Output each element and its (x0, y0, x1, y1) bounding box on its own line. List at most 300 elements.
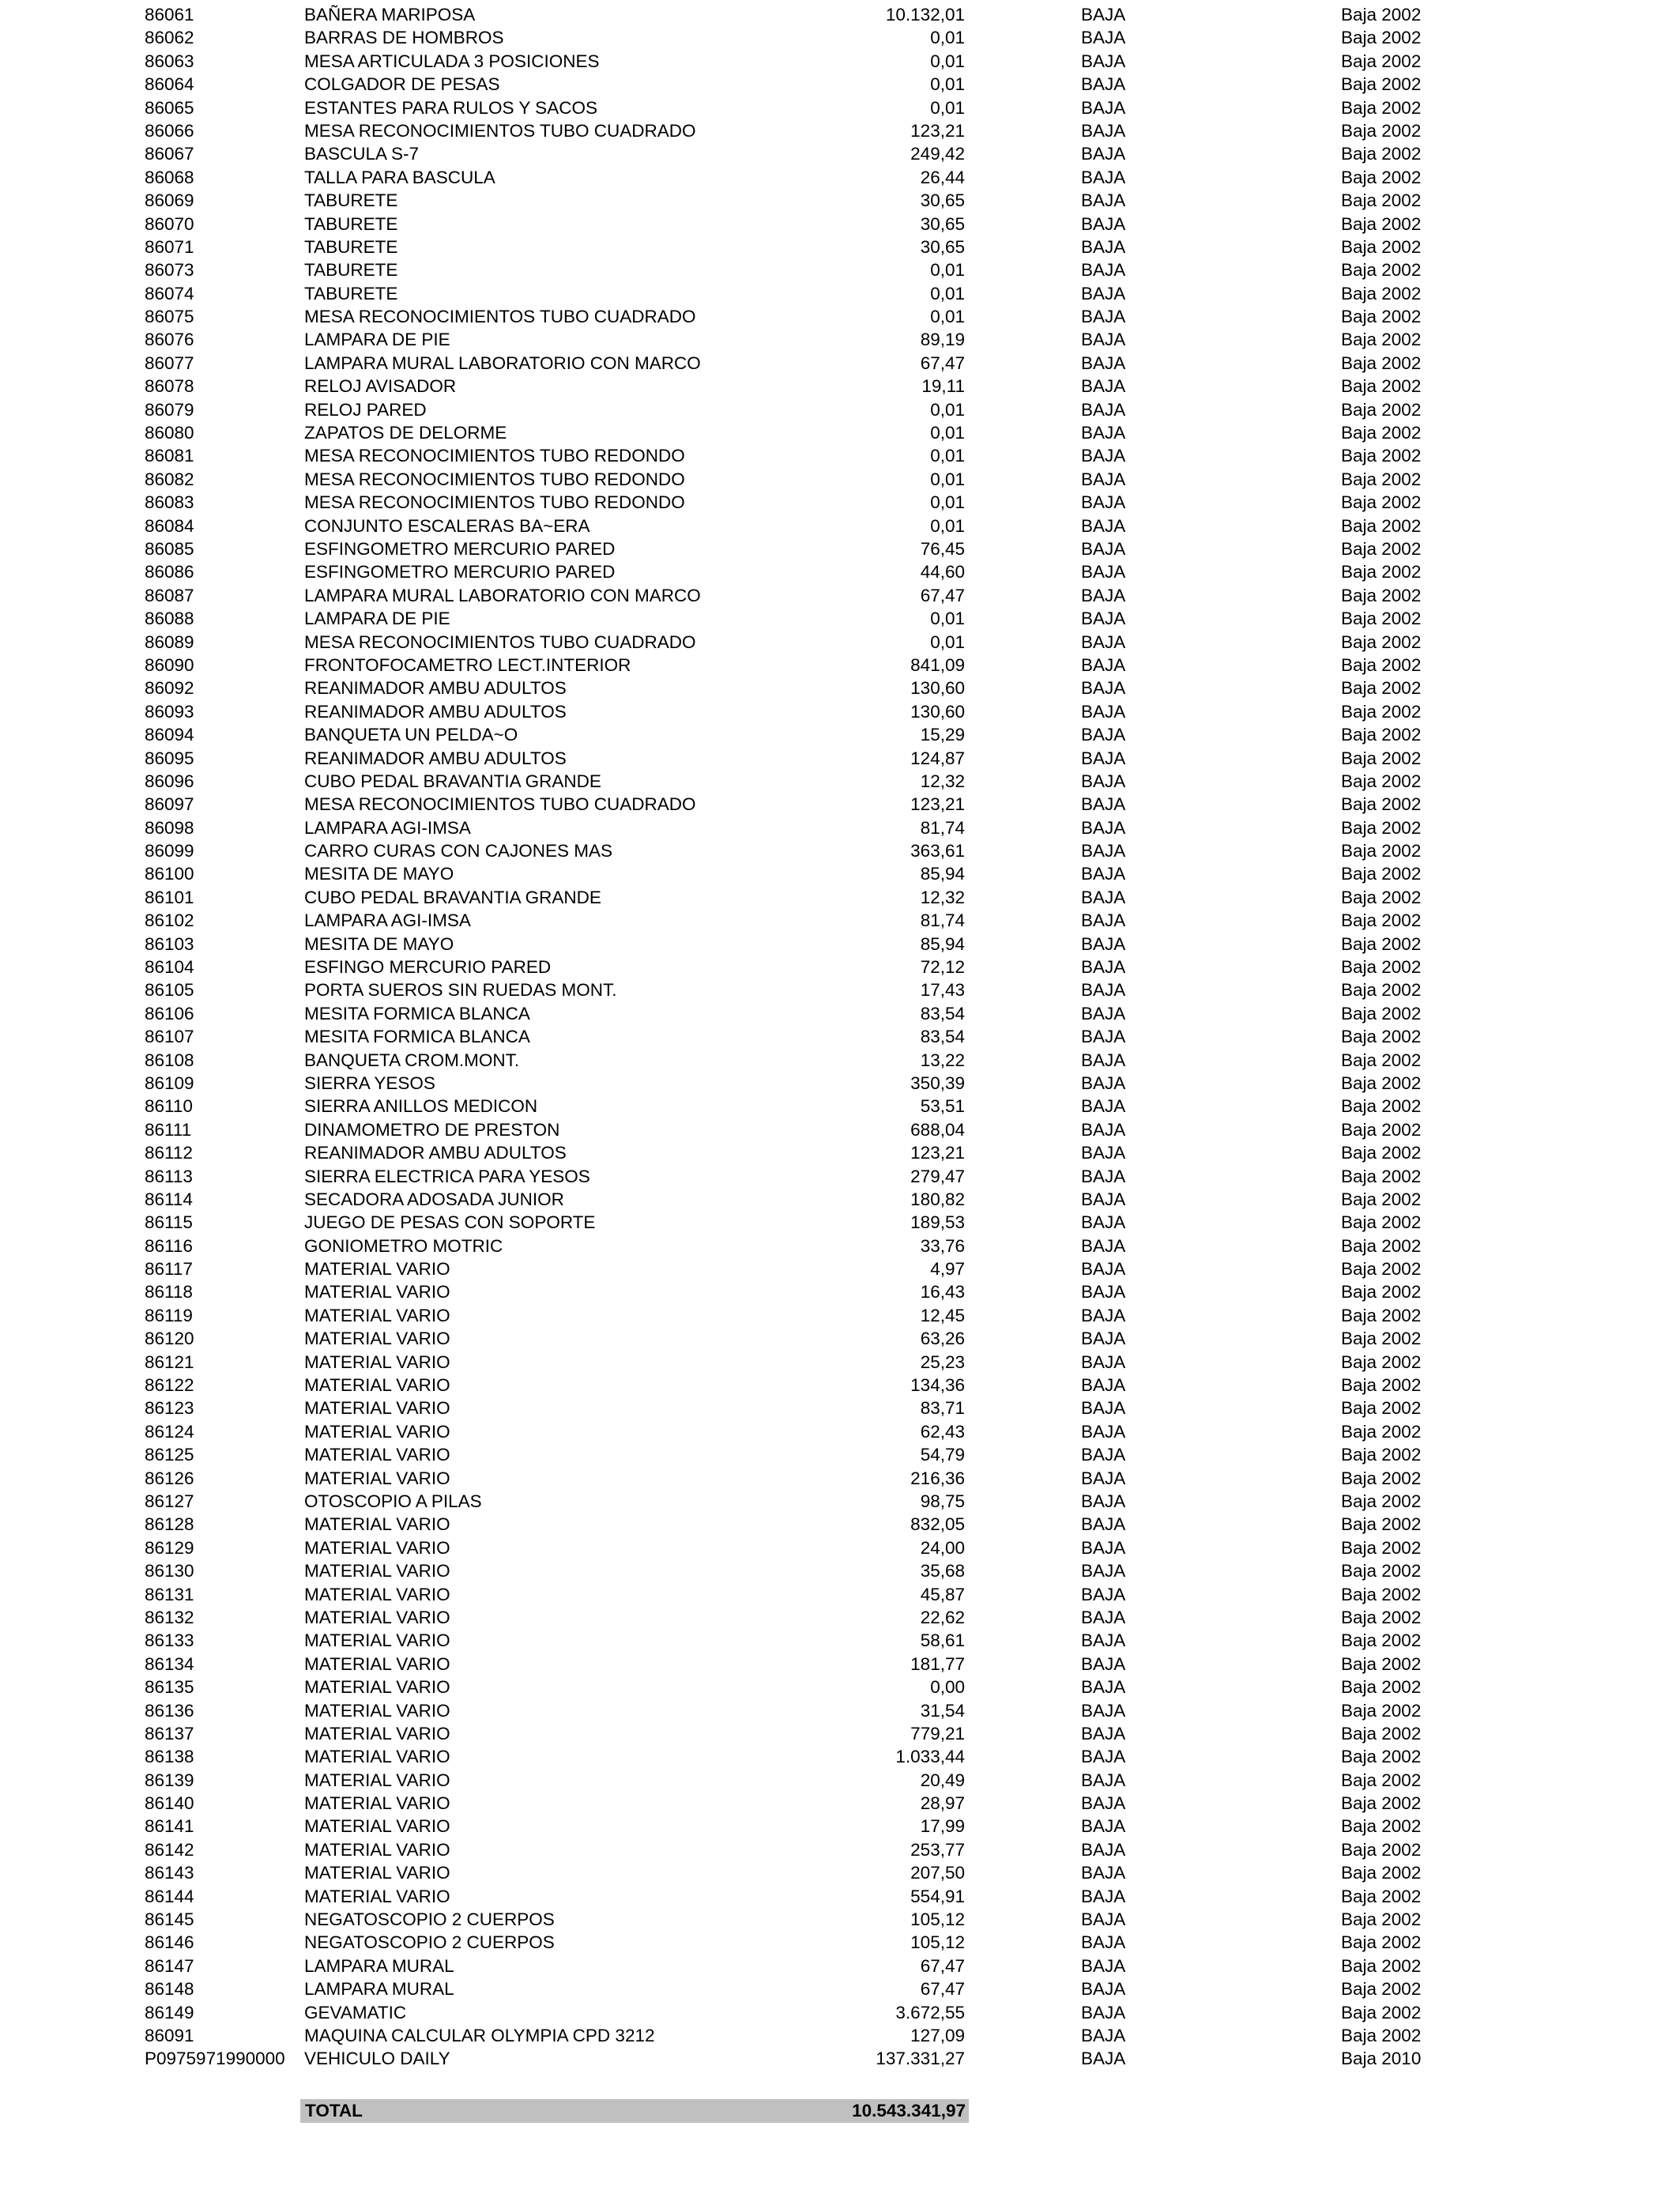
asset-code: P0975971990000 (145, 2049, 285, 2069)
asset-disposal-year: Baja 2002 (1341, 1027, 1422, 1047)
asset-code: 86131 (145, 1584, 194, 1604)
table-row (0, 1095, 1680, 1118)
asset-code: 86118 (145, 1282, 193, 1302)
asset-code: 86075 (145, 307, 194, 327)
asset-amount: 0,01 (930, 492, 965, 513)
table-row (0, 305, 1680, 328)
asset-status: BAJA (1081, 933, 1126, 954)
asset-code: 86067 (145, 144, 194, 164)
asset-disposal-year: Baja 2002 (1341, 423, 1422, 443)
asset-code: 86120 (145, 1329, 194, 1349)
asset-code: 86134 (145, 1653, 194, 1674)
asset-status: BAJA (1081, 538, 1126, 559)
asset-disposal-year: Baja 2002 (1341, 817, 1422, 838)
asset-amount: 105,12 (910, 1932, 965, 1953)
asset-description: MATERIAL VARIO (304, 1514, 450, 1535)
table-row (0, 1351, 1680, 1374)
asset-amount: 13,22 (920, 1050, 965, 1070)
asset-code: 86077 (145, 352, 194, 373)
asset-status: BAJA (1081, 1677, 1126, 1698)
asset-disposal-year: Baja 2002 (1341, 1932, 1422, 1953)
asset-disposal-year: Baja 2002 (1341, 376, 1422, 397)
table-row (0, 491, 1680, 514)
asset-amount: 19,11 (921, 376, 965, 397)
asset-code: 86101 (145, 887, 194, 907)
asset-disposal-year: Baja 2002 (1341, 1630, 1422, 1651)
asset-status: BAJA (1081, 1119, 1126, 1140)
asset-amount: 0,01 (930, 631, 965, 652)
asset-description: MESA RECONOCIMIENTOS TUBO CUADRADO (304, 794, 696, 815)
asset-status: BAJA (1081, 1863, 1126, 1883)
table-row (0, 258, 1680, 281)
asset-status: BAJA (1081, 2049, 1126, 2069)
asset-code: 86123 (145, 1398, 194, 1419)
asset-status: BAJA (1081, 492, 1126, 513)
asset-description: ZAPATOS DE DELORME (304, 423, 507, 443)
asset-description: LAMPARA MURAL (304, 1955, 454, 1976)
asset-code: 86079 (145, 399, 194, 420)
table-row (0, 909, 1680, 932)
asset-status: BAJA (1081, 817, 1126, 838)
asset-amount: 16,43 (920, 1282, 965, 1302)
asset-amount: 130,60 (910, 701, 965, 722)
table-row (0, 1838, 1680, 1861)
asset-disposal-year: Baja 2002 (1341, 678, 1422, 699)
asset-disposal-year: Baja 2002 (1341, 1143, 1422, 1163)
asset-disposal-year: Baja 2002 (1341, 1189, 1422, 1209)
asset-status: BAJA (1081, 352, 1126, 373)
asset-description: MATERIAL VARIO (304, 1305, 450, 1325)
asset-description: MATERIAL VARIO (304, 1700, 450, 1721)
asset-description: REANIMADOR AMBU ADULTOS (304, 701, 567, 722)
asset-disposal-year: Baja 2002 (1341, 631, 1422, 652)
asset-code: 86089 (145, 631, 194, 652)
asset-disposal-year: Baja 2002 (1341, 910, 1422, 931)
asset-status: BAJA (1081, 1421, 1126, 1442)
asset-description: ESFINGO MERCURIO PARED (304, 957, 552, 978)
table-row (0, 444, 1680, 467)
asset-disposal-year: Baja 2002 (1341, 1096, 1422, 1117)
asset-description: MESA RECONOCIMIENTOS TUBO REDONDO (304, 492, 685, 513)
asset-code: 86074 (145, 283, 194, 303)
asset-description: MATERIAL VARIO (304, 1398, 450, 1419)
table-row (0, 1606, 1680, 1629)
asset-status: BAJA (1081, 1072, 1126, 1093)
asset-disposal-year: Baja 2002 (1341, 1955, 1422, 1976)
asset-disposal-year: Baja 2002 (1341, 1747, 1422, 1767)
asset-amount: 85,94 (920, 864, 965, 884)
asset-amount: 105,12 (910, 1909, 965, 1930)
asset-amount: 0,00 (930, 1677, 965, 1698)
asset-description: REANIMADOR AMBU ADULTOS (304, 1143, 567, 1163)
asset-amount: 67,47 (920, 352, 965, 373)
asset-amount: 72,12 (920, 957, 965, 978)
asset-amount: 76,45 (920, 538, 965, 559)
asset-code: 86110 (145, 1096, 193, 1117)
asset-description: TABURETE (304, 213, 398, 234)
asset-description: MATERIAL VARIO (304, 1375, 450, 1396)
asset-description: NEGATOSCOPIO 2 CUERPOS (304, 1909, 555, 1930)
asset-code: 86119 (145, 1305, 193, 1325)
asset-amount: 17,43 (920, 980, 965, 1001)
asset-status: BAJA (1081, 1143, 1126, 1163)
asset-description: CARRO CURAS CON CAJONES MAS (304, 841, 613, 861)
asset-status: BAJA (1081, 1816, 1126, 1837)
inventory-table (0, 3, 1680, 2071)
asset-disposal-year: Baja 2002 (1341, 957, 1422, 978)
asset-description: REANIMADOR AMBU ADULTOS (304, 678, 567, 699)
asset-status: BAJA (1081, 213, 1126, 234)
asset-status: BAJA (1081, 1561, 1126, 1581)
asset-description: GONIOMETRO MOTRIC (304, 1235, 503, 1256)
asset-amount: 83,54 (920, 1003, 965, 1023)
asset-code: 86082 (145, 469, 194, 489)
table-row (0, 839, 1680, 862)
table-row (0, 166, 1680, 189)
asset-status: BAJA (1081, 469, 1126, 489)
asset-disposal-year: Baja 2002 (1341, 887, 1422, 907)
asset-amount: 249,42 (910, 144, 965, 164)
asset-disposal-year: Baja 2002 (1341, 1491, 1422, 1511)
asset-status: BAJA (1081, 97, 1126, 118)
asset-disposal-year: Baja 2002 (1341, 446, 1422, 466)
asset-status: BAJA (1081, 1909, 1126, 1930)
asset-description: MESA RECONOCIMIENTOS TUBO REDONDO (304, 446, 685, 466)
asset-status: BAJA (1081, 1653, 1126, 1674)
asset-disposal-year: Baja 2002 (1341, 841, 1422, 861)
asset-amount: 134,36 (910, 1375, 965, 1396)
asset-code: 86106 (145, 1003, 194, 1023)
asset-status: BAJA (1081, 51, 1126, 71)
asset-description: VEHICULO DAILY (304, 2049, 450, 2069)
asset-status: BAJA (1081, 748, 1126, 768)
asset-amount: 98,75 (920, 1491, 965, 1511)
asset-description: MATERIAL VARIO (304, 1839, 450, 1860)
asset-status: BAJA (1081, 2025, 1126, 2045)
asset-code: 86062 (145, 28, 194, 48)
asset-description: CUBO PEDAL BRAVANTIA GRANDE (304, 887, 601, 907)
asset-description: MATERIAL VARIO (304, 1259, 450, 1280)
table-row (0, 1629, 1680, 1652)
asset-description: MATERIAL VARIO (304, 1421, 450, 1442)
asset-disposal-year: Baja 2002 (1341, 1653, 1422, 1674)
asset-amount: 0,01 (930, 515, 965, 536)
asset-amount: 44,60 (920, 562, 965, 582)
table-row (0, 213, 1680, 236)
asset-code: 86094 (145, 725, 194, 745)
asset-description: BANQUETA UN PELDA~O (304, 725, 518, 745)
asset-description: JUEGO DE PESAS CON SOPORTE (304, 1212, 596, 1233)
asset-description: NEGATOSCOPIO 2 CUERPOS (304, 1932, 555, 1953)
table-row (0, 1374, 1680, 1397)
asset-description: BAÑERA MARIPOSA (304, 5, 476, 25)
table-row (0, 747, 1680, 770)
asset-disposal-year: Baja 2002 (1341, 701, 1422, 722)
asset-disposal-year: Baja 2002 (1341, 1421, 1422, 1442)
asset-disposal-year: Baja 2002 (1341, 1003, 1422, 1023)
asset-amount: 62,43 (920, 1421, 965, 1442)
asset-code: 86129 (145, 1537, 194, 1558)
asset-amount: 17,99 (920, 1816, 965, 1837)
asset-disposal-year: Baja 2002 (1341, 1537, 1422, 1558)
asset-disposal-year: Baja 2002 (1341, 1909, 1422, 1930)
asset-status: BAJA (1081, 1607, 1126, 1627)
asset-disposal-year: Baja 2002 (1341, 492, 1422, 513)
asset-description: MESITA DE MAYO (304, 864, 454, 884)
asset-disposal-year: Baja 2002 (1341, 538, 1422, 559)
asset-code: 86102 (145, 910, 194, 931)
asset-status: BAJA (1081, 678, 1126, 699)
asset-disposal-year: Baja 2002 (1341, 330, 1422, 350)
asset-amount: 30,65 (920, 190, 965, 211)
asset-status: BAJA (1081, 28, 1126, 48)
table-row (0, 1165, 1680, 1188)
asset-description: LAMPARA MURAL (304, 1979, 454, 2000)
asset-disposal-year: Baja 2002 (1341, 167, 1422, 187)
asset-code: 86096 (145, 771, 194, 791)
asset-amount: 841,09 (910, 654, 965, 675)
asset-disposal-year: Baja 2002 (1341, 771, 1422, 791)
table-row (0, 1327, 1680, 1350)
table-row (0, 189, 1680, 212)
table-row (0, 1885, 1680, 1908)
asset-disposal-year: Baja 2002 (1341, 1259, 1422, 1280)
asset-code: 86092 (145, 678, 194, 699)
table-row (0, 1908, 1680, 1931)
table-row (0, 1745, 1680, 1768)
asset-disposal-year: Baja 2002 (1341, 748, 1422, 768)
asset-code: 86070 (145, 213, 194, 234)
asset-status: BAJA (1081, 1468, 1126, 1488)
asset-status: BAJA (1081, 399, 1126, 420)
asset-disposal-year: Baja 2002 (1341, 515, 1422, 536)
asset-description: LAMPARA AGI-IMSA (304, 817, 471, 838)
asset-description: MATERIAL VARIO (304, 1329, 450, 1349)
asset-amount: 363,61 (910, 841, 965, 861)
asset-code: 86133 (145, 1630, 194, 1651)
asset-status: BAJA (1081, 1839, 1126, 1860)
table-row (0, 1397, 1680, 1419)
asset-code: 86107 (145, 1027, 194, 1047)
asset-disposal-year: Baja 2002 (1341, 1979, 1422, 2000)
asset-description: MESA RECONOCIMIENTOS TUBO CUADRADO (304, 631, 696, 652)
asset-disposal-year: Baja 2002 (1341, 144, 1422, 164)
table-row (0, 2001, 1680, 2024)
asset-code: 86099 (145, 841, 194, 861)
asset-code: 86112 (145, 1143, 193, 1163)
asset-code: 86061 (145, 5, 194, 25)
asset-amount: 67,47 (920, 1955, 965, 1976)
asset-description: TABURETE (304, 236, 398, 257)
asset-status: BAJA (1081, 1537, 1126, 1558)
asset-disposal-year: Baja 2002 (1341, 97, 1422, 118)
table-row (0, 2047, 1680, 2070)
asset-description: MESA RECONOCIMIENTOS TUBO CUADRADO (304, 120, 696, 141)
asset-status: BAJA (1081, 1027, 1126, 1047)
asset-amount: 0,01 (930, 74, 965, 95)
asset-amount: 83,54 (920, 1027, 965, 1047)
asset-code: 86088 (145, 609, 194, 629)
asset-disposal-year: Baja 2002 (1341, 725, 1422, 745)
asset-status: BAJA (1081, 1932, 1126, 1953)
asset-code: 86139 (145, 1770, 194, 1790)
asset-description: TABURETE (304, 190, 398, 211)
asset-description: TABURETE (304, 260, 398, 281)
asset-amount: 0,01 (930, 51, 965, 71)
asset-code: 86090 (145, 654, 194, 675)
asset-code: 86115 (145, 1212, 193, 1233)
asset-disposal-year: Baja 2002 (1341, 1886, 1422, 1906)
asset-code: 86135 (145, 1677, 194, 1698)
asset-status: BAJA (1081, 2002, 1126, 2022)
asset-amount: 63,26 (920, 1329, 965, 1349)
asset-disposal-year: Baja 2002 (1341, 236, 1422, 257)
asset-description: TALLA PARA BASCULA (304, 167, 495, 187)
asset-amount: 181,77 (910, 1653, 965, 1674)
asset-code: 86146 (145, 1932, 194, 1953)
asset-code: 86117 (145, 1259, 193, 1280)
table-row (0, 560, 1680, 583)
asset-description: MATERIAL VARIO (304, 1351, 450, 1372)
asset-status: BAJA (1081, 794, 1126, 815)
asset-description: RELOJ PARED (304, 399, 427, 420)
asset-disposal-year: Baja 2002 (1341, 190, 1422, 211)
asset-disposal-year: Baja 2002 (1341, 1514, 1422, 1535)
asset-code: 86095 (145, 748, 194, 768)
asset-amount: 1.033,44 (895, 1747, 965, 1767)
asset-code: 86085 (145, 538, 194, 559)
asset-status: BAJA (1081, 887, 1126, 907)
table-row (0, 1280, 1680, 1303)
asset-amount: 20,49 (920, 1770, 965, 1790)
table-row (0, 468, 1680, 491)
asset-disposal-year: Baja 2002 (1341, 1212, 1422, 1233)
asset-status: BAJA (1081, 609, 1126, 629)
asset-amount: 85,94 (920, 933, 965, 954)
asset-description: MESITA DE MAYO (304, 933, 454, 954)
asset-amount: 0,01 (930, 97, 965, 118)
asset-amount: 350,39 (910, 1072, 965, 1093)
asset-amount: 12,32 (920, 771, 965, 791)
table-row (0, 1072, 1680, 1095)
asset-disposal-year: Baja 2002 (1341, 74, 1422, 95)
asset-description: MATERIAL VARIO (304, 1816, 450, 1837)
table-row (0, 1699, 1680, 1722)
asset-disposal-year: Baja 2002 (1341, 1723, 1422, 1744)
asset-amount: 30,65 (920, 213, 965, 234)
asset-amount: 26,44 (920, 167, 965, 187)
table-row (0, 700, 1680, 723)
asset-disposal-year: Baja 2002 (1341, 1282, 1422, 1302)
table-row (0, 142, 1680, 165)
asset-disposal-year: Baja 2002 (1341, 283, 1422, 303)
table-row (0, 886, 1680, 909)
asset-status: BAJA (1081, 260, 1126, 281)
asset-amount: 554,91 (910, 1886, 965, 1906)
asset-code: 86145 (145, 1909, 194, 1930)
asset-status: BAJA (1081, 1305, 1126, 1325)
asset-amount: 0,01 (930, 446, 965, 466)
table-row (0, 1118, 1680, 1141)
asset-amount: 253,77 (910, 1839, 965, 1860)
table-row (0, 1536, 1680, 1559)
table-row (0, 96, 1680, 119)
asset-code: 86124 (145, 1421, 194, 1442)
asset-status: BAJA (1081, 515, 1126, 536)
asset-code: 86066 (145, 120, 194, 141)
asset-description: MATERIAL VARIO (304, 1561, 450, 1581)
table-row (0, 1653, 1680, 1676)
asset-disposal-year: Baja 2002 (1341, 1445, 1422, 1465)
asset-code: 86109 (145, 1072, 194, 1093)
asset-description: MATERIAL VARIO (304, 1282, 450, 1302)
table-row (0, 978, 1680, 1001)
asset-code: 86078 (145, 376, 194, 397)
asset-disposal-year: Baja 2002 (1341, 399, 1422, 420)
asset-disposal-year: Baja 2002 (1341, 1329, 1422, 1349)
asset-description: DINAMOMETRO DE PRESTON (304, 1119, 560, 1140)
asset-code: 86143 (145, 1863, 194, 1883)
asset-disposal-year: Baja 2002 (1341, 1305, 1422, 1325)
asset-amount: 0,01 (930, 283, 965, 303)
asset-amount: 207,50 (910, 1863, 965, 1883)
table-row (0, 816, 1680, 839)
asset-status: BAJA (1081, 562, 1126, 582)
asset-status: BAJA (1081, 1259, 1126, 1280)
asset-description: MATERIAL VARIO (304, 1445, 450, 1465)
table-row (0, 421, 1680, 444)
asset-description: MATERIAL VARIO (304, 1747, 450, 1767)
asset-disposal-year: Baja 2002 (1341, 1375, 1422, 1396)
asset-disposal-year: Baja 2002 (1341, 1607, 1422, 1627)
asset-amount: 67,47 (920, 1979, 965, 2000)
asset-code: 86098 (145, 817, 194, 838)
table-row (0, 1141, 1680, 1164)
asset-disposal-year: Baja 2002 (1341, 1351, 1422, 1372)
asset-status: BAJA (1081, 1166, 1126, 1186)
asset-code: 86083 (145, 492, 194, 513)
table-row (0, 1676, 1680, 1698)
asset-disposal-year: Baja 2002 (1341, 352, 1422, 373)
total-value: 10.543.341,97 (852, 2101, 966, 2120)
asset-disposal-year: Baja 2002 (1341, 1398, 1422, 1419)
asset-amount: 24,00 (920, 1537, 965, 1558)
asset-amount: 89,19 (920, 330, 965, 350)
asset-amount: 130,60 (910, 678, 965, 699)
asset-code: 86144 (145, 1886, 194, 1906)
asset-code: 86076 (145, 330, 194, 350)
table-row (0, 1792, 1680, 1815)
asset-code: 86147 (145, 1955, 194, 1976)
asset-description: MATERIAL VARIO (304, 1653, 450, 1674)
total-label: TOTAL (305, 2101, 363, 2120)
table-row (0, 793, 1680, 816)
asset-status: BAJA (1081, 1955, 1126, 1976)
asset-code: 86130 (145, 1561, 194, 1581)
asset-code: 86084 (145, 515, 194, 536)
asset-disposal-year: Baja 2002 (1341, 794, 1422, 815)
asset-amount: 45,87 (920, 1584, 965, 1604)
table-row (0, 73, 1680, 96)
asset-disposal-year: Baja 2002 (1341, 28, 1422, 48)
asset-description: GEVAMATIC (304, 2002, 407, 2022)
total-row (300, 2099, 969, 2123)
asset-code: 86126 (145, 1468, 194, 1488)
asset-description: MESITA FORMICA BLANCA (304, 1003, 530, 1023)
asset-amount: 53,51 (920, 1096, 965, 1117)
asset-amount: 31,54 (920, 1700, 965, 1721)
asset-description: ESFINGOMETRO MERCURIO PARED (304, 562, 616, 582)
